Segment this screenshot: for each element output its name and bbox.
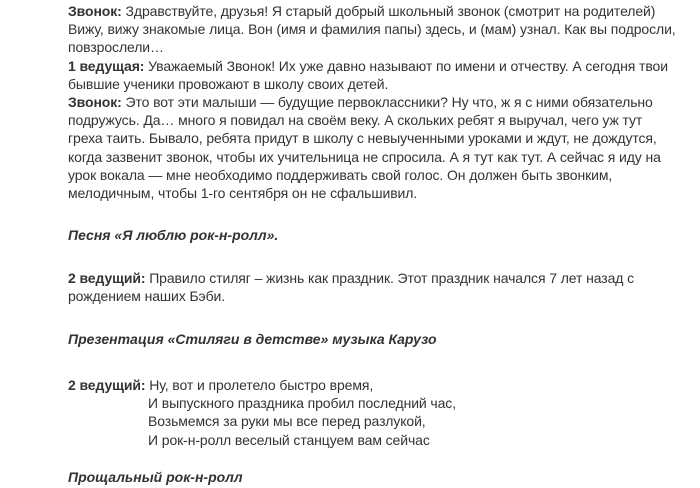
text-line: подружусь. Да… много я повидал на своём веку. А скольких ребят я выручал, чего уж тут [68, 112, 643, 129]
speaker-label: Звонок: [68, 3, 122, 19]
stage-direction-song: Песня «Я люблю рок-н-ролл». [68, 227, 279, 243]
speech-text: Правило стиляг – жизнь как праздник. Этот праздник начался 7 лет назад с [145, 270, 635, 286]
stage-direction-farewell: Прощальный рок-н-ролл [68, 469, 243, 485]
verse-line: И рок-н-ролл веселый станцуем вам сейчас [148, 431, 430, 448]
text-line: когда зазвенит звонок, чтобы их учительница не спросила. А я тут как тут. А сейчас я иду на [68, 148, 661, 165]
verse-line: Возьмемся за руки мы все перед разлукой, [148, 413, 426, 430]
speaker-label: 2 ведущий: [68, 377, 146, 393]
text-line: греха таить. Бывало, ребята придут в школу с невыученными уроками и ждут, не дождутся, [68, 130, 657, 147]
speech-text: Уважаемый Звонок! Их уже давно называют по имени и отчеству. А сегодня твои [144, 57, 668, 74]
text-line [68, 93, 676, 111]
dialogue-block-host2 [68, 269, 634, 305]
text-line [68, 2, 676, 20]
text-line: бывшие ученики провожают в школу своих детей. [68, 75, 389, 92]
text-line [68, 269, 634, 287]
text-line: урок вокала — мне необходимо поддерживать свой голос. Он должен быть звонким, [68, 166, 613, 183]
text-line [68, 376, 456, 394]
dialogue-block-verse [68, 376, 456, 449]
text-line: повзрослели… [68, 39, 164, 56]
text-line: мелодичным, чтобы 1-го сентября он не сфальшивил. [68, 185, 418, 202]
verse-line: И выпускного праздника пробил последний час, [148, 395, 456, 412]
speaker-label: 2 ведущий: [68, 270, 146, 286]
speech-text: Здравствуйте, друзья! Я старый добрый школьный звонок (смотрит на родителей) [121, 3, 656, 19]
text-line: рождением наших Бэби. [68, 288, 226, 305]
dialogue-block-bell [68, 2, 676, 202]
speaker-label: 1 ведущая: [68, 57, 145, 74]
stage-direction-presentation: Презентация «Стиляги в детстве» музыка Карузо [68, 331, 437, 347]
speech-text: Это вот эти малыши — будущие первоклассники? Ну что, ж я с ними обязательно [121, 94, 653, 111]
speech-text: Ну, вот и пролетело быстро время, [145, 377, 374, 393]
text-line: Вижу, вижу знакомые лица. Вон (имя и фамилия папы) здесь, и (мам) узнал. Как вы подросли, [68, 21, 676, 38]
speaker-label: Звонок: [68, 94, 122, 111]
text-line [68, 57, 676, 75]
